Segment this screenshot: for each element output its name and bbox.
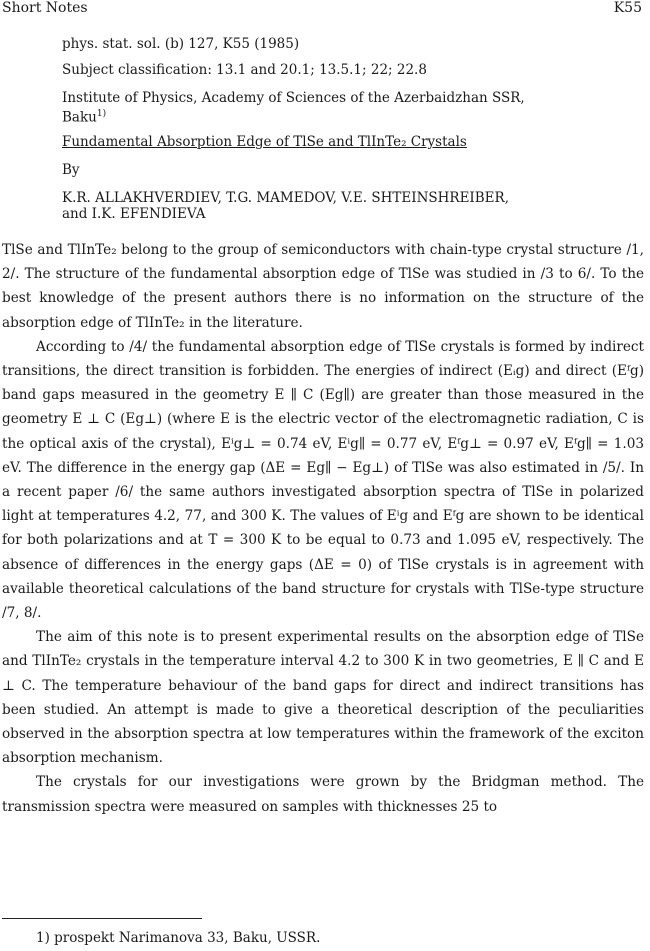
page-number: K55 xyxy=(613,0,642,16)
footnote-rule xyxy=(2,918,202,919)
affiliation-block xyxy=(62,90,636,126)
journal-citation: phys. stat. sol. (b) 127, K55 (1985) xyxy=(62,36,300,52)
authors-line-1: K.R. ALLAKHVERDIEV, T.G. MAMEDOV, V.E. SHTEINSHREIBER, xyxy=(62,190,509,206)
affiliation-line-2-wrap xyxy=(62,106,636,126)
by-line xyxy=(62,162,636,178)
footnote: 1) prospekt Narimanova 33, Baku, USSR. xyxy=(36,930,321,946)
authors-block xyxy=(62,190,636,222)
authors-line-2: and I.K. EFENDIEVA xyxy=(62,206,206,222)
paragraph-4: The crystals for our investigations were grown by the Bridgman method. The transmission spectra were measured on samples with thicknesses 25 to xyxy=(2,774,644,815)
citation-block xyxy=(62,36,636,78)
paper-title xyxy=(62,134,636,150)
body-text xyxy=(2,238,644,819)
by-label: By xyxy=(62,162,80,178)
footnote-marker: 1) xyxy=(96,109,107,119)
running-header xyxy=(2,0,642,16)
paragraph-1: TlSe and TlInTe₂ belong to the group of semiconductors with chain-type crystal structure /1, 2/. The structure of the fundamental absorption edge of TlSe was studied in /3 to 6/. To the best knowledge of the present authors there is no information on the structure of the absorption edge of TlInTe₂ in the literature. xyxy=(2,242,644,331)
running-header-left: Short Notes xyxy=(2,0,88,16)
paper-title-text: Fundamental Absorption Edge of TlSe and TlInTe₂ Crystals xyxy=(62,134,467,150)
paragraph-3: The aim of this note is to present experimental results on the absorption edge of TlSe and TlInTe₂ crystals in the temperature interval 4.2 to 300 K in two geometries, E ∥ C and E ⊥ C. The temperature behaviour of the band gaps for direct and indirect transitions has been studied. An attempt is made to give a theoretical description of the peculiarities observed in the absorption spectra at low temperatures within the framework of the exciton absorption mechanism. xyxy=(2,629,644,767)
paragraph-2: According to /4/ the fundamental absorption edge of TlSe crystals is formed by indirect transitions, the direct transition is forbidden. The energies of indirect (Eᵢg) and direct (Eᶠg) band gaps measured in the geometry E ∥ C (Eg∥) are greater than those measured in the geometry E ⊥ C (Eg⊥) (where E is the electric vector of the electromagnetic radiation, C is the optical axis of the crystal), Eⁱg⊥ = 0.74 eV, Eⁱg∥ = 0.77 eV, Eᶠg⊥ = 0.97 eV, Eᶠg∥ = 1.03 eV. The difference in the energy gap (ΔE = Eg∥ − Eg⊥) of TlSe was also estimated in /5/. In a recent paper /6/ the same authors investigated absorption spectra of TlSe in polarized light at temperatures 4.2, 77, and 300 K. The values of Eⁱg and Eᶠg are shown to be identical for both polarizations and at T = 300 K to be equal to 0.73 and 1.095 eV, respectively. The absence of differences in the energy gaps (ΔE = 0) of TlSe crystals is in agreement with available theoretical calculations of the band structure for crystals with TlSe-type structure /7, 8/. xyxy=(2,338,644,622)
subject-classification: Subject classification: 13.1 and 20.1; 13.5.1; 22; 22.8 xyxy=(62,62,427,78)
affiliation-line-1: Institute of Physics, Academy of Sciences of the Azerbaidzhan SSR, xyxy=(62,90,525,106)
affiliation-line-2: Baku xyxy=(62,109,97,126)
